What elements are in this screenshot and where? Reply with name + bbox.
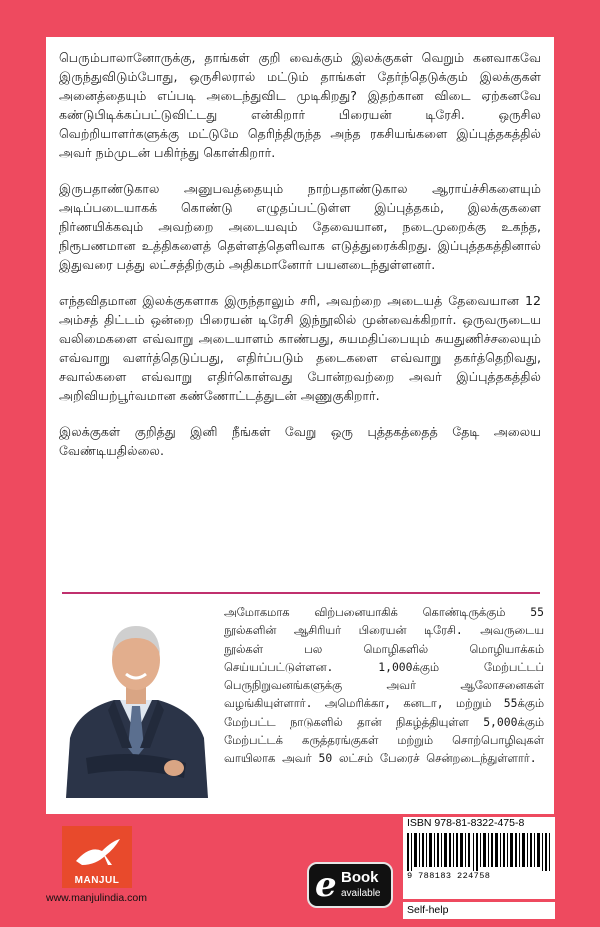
crane-bird-icon: [72, 835, 122, 875]
publisher-logo: [62, 826, 132, 888]
author-photo: [56, 598, 216, 798]
isbn-label: ISBN 978-81-8322-475-8: [407, 817, 525, 829]
publisher-name: MANJUL: [74, 875, 120, 886]
barcode-icon: [407, 833, 551, 871]
description-paragraph-2: இருபதாண்டுகால அனுபவத்தையும் நாற்பதாண்டுகால ஆராய்ச்சிகளையும் அடிப்படையாகக் கொண்டு எழுதப்பட்டுள்ள இப்புத்தகம், இலக்குகளை நிர்ணயிக்கவும் அவற்றை அடையவும் தேவையான, நடைமுறைக்கு உகந்த, நிரூபணமான உத்திகளைத் தெள்ளத்தெளிவாக எடுத்துரைக்கிறது. இப்புத்தகத்தினால் இதுவரை பத்து லட்சத்திற்கும் அதிகமானோர் பயனடைந்துள்ளனர்.: [59, 181, 541, 272]
book-category: Self-help: [407, 904, 449, 916]
ebook-available-badge: [307, 862, 393, 908]
publisher-website: www.manjulindia.com: [46, 892, 147, 904]
ebook-status: available: [341, 888, 381, 899]
ebook-word: Book: [341, 869, 379, 886]
isbn-digits: 9 788183 224758: [407, 871, 491, 881]
author-bio: அமோகமாக விற்பனையாகிக் கொண்டிருக்கும் 55 நூல்களின் ஆசிரியர் பிரையன் டிரேசி. அவருடைய நூல்கள் பல மொழிகளில் மொழியாக்கம் செய்யப்பட்டுள்ளன. 1,000க்கும் மேற்பட்டப் பெருநிறுவனங்களுக்கு அவர் ஆலோசனைகள் வழங்கியுள்ளார். அமெரிக்கா, கனடா, மற்றும் 55க்கும் மேற்பட்ட நாடுகளில் தான் நிகழ்த்தியுள்ள 5,000க்கும் மேற்பட்டக் கருத்தரங்குகள் மற்றும் சொற்பொழிவுகள் வாயிலாக அவர் 50 லட்சம் பேரைச் சென்றடைந்துள்ளார்.: [224, 605, 544, 766]
description-paragraph-4: இலக்குகள் குறித்து இனி நீங்கள் வேறு ஒரு புத்தகத்தைத் தேடி அலைய வேண்டியதில்லை.: [59, 424, 541, 458]
section-divider: [62, 592, 540, 594]
ebook-e-letter: e: [315, 865, 337, 905]
author-portrait-icon: [56, 598, 216, 798]
publisher-logo-box: [62, 826, 132, 888]
category-box: [403, 902, 555, 919]
description-paragraph-1: பெரும்பாலானோருக்கு, தாங்கள் குறி வைக்கும் இலக்குகள் வெறும் கனவாகவே இருந்துவிடும்போது, ஒருசிலரால் மட்டும் தாங்கள் தேர்ந்தெடுக்கும் இலக்குகள் அனைத்தையும் எப்படி அடைந்துவிட முடிகிறது? இதற்கான விடை ஏற்கனவே கண்டுபிடிக்கப்பட்டுவிட்டது என்கிறார் பிரையன் டிரேசி. ஒருசில வெற்றியாளர்களுக்கு மட்டுமே தெரிந்திருந்த அந்த ரகசியங்களை இப்புத்தகத்தில் அவர் நம்முடன் பகிர்ந்து கொள்கிறார்.: [59, 50, 541, 160]
description-paragraph-3: எந்தவிதமான இலக்குகளாக இருந்தாலும் சரி, அவற்றை அடையத் தேவையான 12 அம்சத் திட்டம் ஒன்றை பிரையன் டிரேசி இந்நூலில் முன்வைக்கிறார். ஒருவருடைய வலிமைகளை எவ்வாறு அடையாளம் காண்பது, சுயமதிப்பையும் சுயதுணிச்சலையும் எவ்வாறு வளர்த்தெடுப்பது, எதிர்ப்படும் தடைகளை எவ்வாறு தகர்த்தெறிவது, சவால்களை எவ்வாறு எதிர்கொள்வது போன்றவற்றை அவர் இப்புத்தகத்தில் அறிவியற்பூர்வமான கண்ணோட்டத்துடன் அணுகுகிறார்.: [59, 293, 541, 403]
isbn-barcode-box: [403, 817, 555, 899]
